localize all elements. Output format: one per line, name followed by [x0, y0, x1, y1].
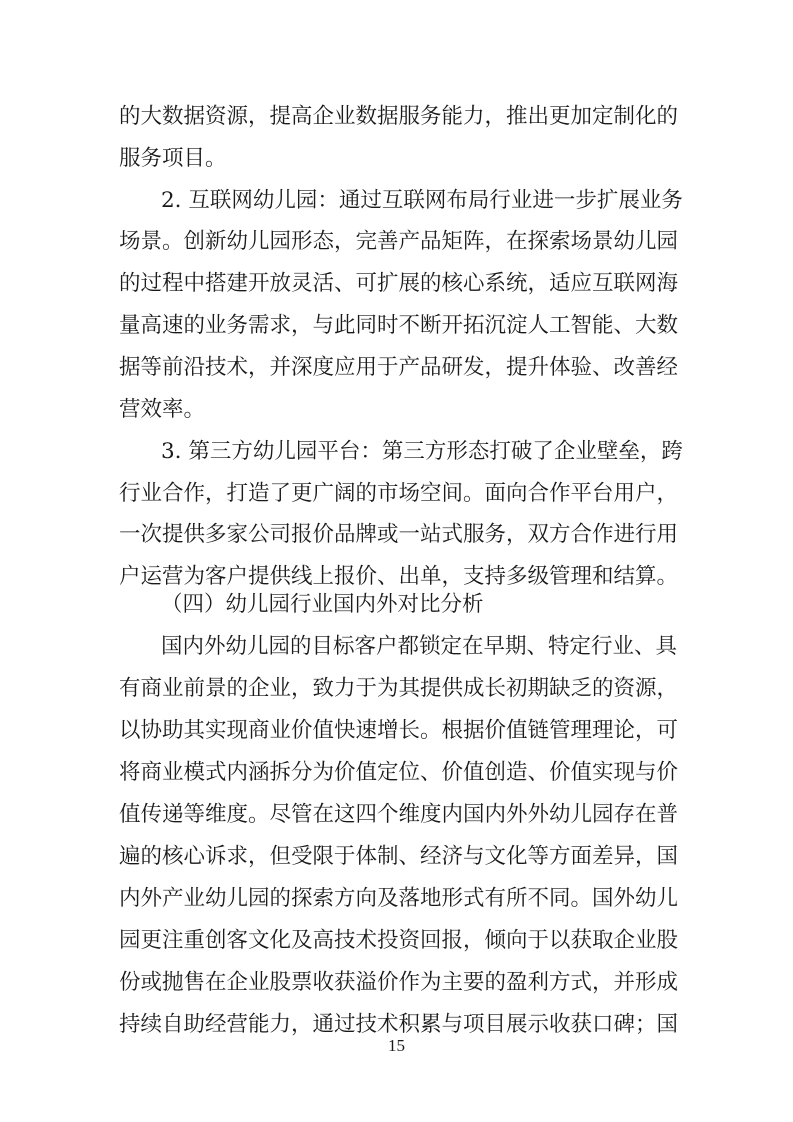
paragraph-line: 的大数据资源，提高企业数据服务能力，推出更加定制化的	[119, 104, 679, 129]
paragraph-line: 户运营为客户提供线上报价、出单，支持多级管理和结算。	[119, 564, 679, 589]
paragraph-line: 量高速的业务需求，与此同时不断开拓沉淀人工智能、大数	[119, 313, 679, 338]
section-heading: （四）幼儿园行业国内外对比分析	[161, 592, 484, 617]
paragraph-line: 以协助其实现商业价值快速增长。根据价值链管理理论，可	[119, 718, 679, 743]
paragraph-line: 值传递等维度。尽管在这四个维度内国内外外幼儿园存在普	[119, 802, 679, 827]
paragraph-line: 国内外幼儿园的目标客户都锁定在早期、特定行业、具	[161, 634, 678, 659]
paragraph-line: 园更注重创客文化及高技术投资回报，倾向于以获取企业股	[119, 928, 679, 953]
paragraph-line: 据等前沿技术，并深度应用于产品研发，提升体验、改善经	[119, 355, 679, 380]
paragraph-line: 有商业前景的企业，致力于为其提供成长初期缺乏的资源，	[119, 676, 679, 701]
paragraph-line: 持续自助经营能力，通过技术积累与项目展示收获口碑；国	[119, 1012, 679, 1037]
paragraph-line: 份或抛售在企业股票收获溢价作为主要的盈利方式，并形成	[119, 970, 679, 995]
paragraph-line: 一次提供多家公司报价品牌或一站式服务，双方合作进行用	[119, 522, 679, 547]
paragraph-line: 行业合作，打造了更广阔的市场空间。面向合作平台用户，	[119, 481, 679, 506]
paragraph-line: 营效率。	[119, 397, 206, 422]
paragraph-line: 的过程中搭建开放灵活、可扩展的核心系统，适应互联网海	[119, 271, 679, 296]
paragraph-line: 服务项目。	[119, 146, 227, 171]
list-item-2-title: 2. 互联网幼儿园：通过互联网布局行业进一步扩展业务	[161, 188, 683, 213]
list-item-3-title: 3. 第三方幼儿园平台：第三方形态打破了企业壁垒，跨	[161, 439, 683, 464]
page-number: 15	[388, 1036, 405, 1055]
paragraph-line: 遍的核心诉求，但受限于体制、经济与文化等方面差异，国	[119, 844, 679, 869]
paragraph-line: 场景。创新幼儿园形态，完善产品矩阵，在探索场景幼儿园	[119, 229, 679, 254]
paragraph-line: 将商业模式内涵拆分为价值定位、价值创造、价值实现与价	[119, 760, 679, 785]
paragraph-line: 内外产业幼儿园的探索方向及落地形式有所不同。国外幼儿	[119, 886, 679, 911]
